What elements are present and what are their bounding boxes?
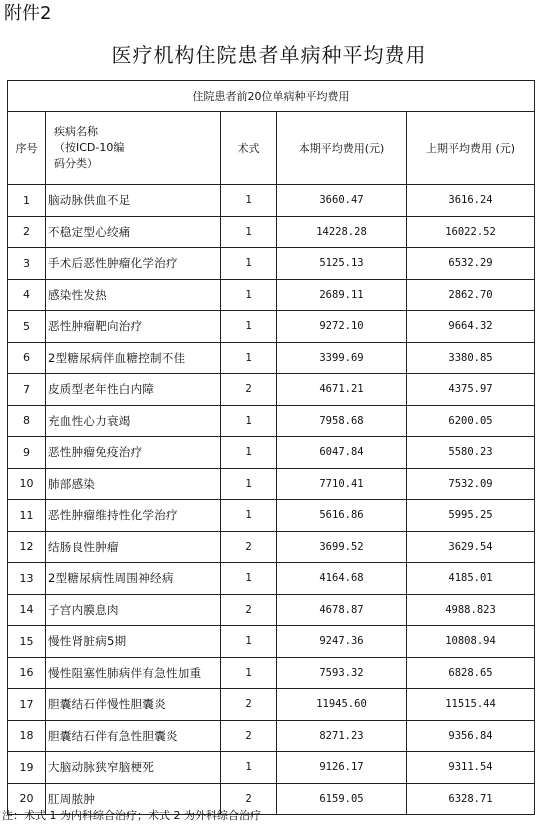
cell-name: 慢性阻塞性肺病伴有急性加重 xyxy=(46,657,221,689)
cell-current: 14228.28 xyxy=(277,216,407,248)
cell-previous: 2862.70 xyxy=(407,279,535,311)
cell-name: 恶性肿瘤免疫治疗 xyxy=(46,437,221,469)
cell-previous: 16022.52 xyxy=(407,216,535,248)
table-row xyxy=(8,657,535,689)
cell-previous: 7532.09 xyxy=(407,468,535,500)
table-caption: 住院患者前20位单病种平均费用 xyxy=(8,81,535,112)
table-row xyxy=(8,437,535,469)
cell-type: 1 xyxy=(221,342,277,374)
cell-type: 1 xyxy=(221,626,277,658)
cell-current: 9272.10 xyxy=(277,311,407,343)
cell-no: 16 xyxy=(8,657,46,689)
header-previous: 上期平均费用 (元) xyxy=(407,112,535,185)
document-title: 医疗机构住院患者单病种平均费用 xyxy=(111,43,427,67)
table-row xyxy=(8,531,535,563)
cell-name: 慢性肾脏病5期 xyxy=(46,626,221,658)
table-row xyxy=(8,216,535,248)
cell-current: 5616.86 xyxy=(277,500,407,532)
cell-name: 大脑动脉狭窄脑梗死 xyxy=(46,752,221,784)
cell-previous: 3380.85 xyxy=(407,342,535,374)
cell-current: 4164.68 xyxy=(277,563,407,595)
table-row xyxy=(8,279,535,311)
cell-name: 肛周脓肿 xyxy=(46,783,221,815)
header-current: 本期平均费用(元) xyxy=(277,112,407,185)
cell-current: 6047.84 xyxy=(277,437,407,469)
cell-no: 13 xyxy=(8,563,46,595)
cell-current: 3699.52 xyxy=(277,531,407,563)
cell-current: 7710.41 xyxy=(277,468,407,500)
cell-previous: 11515.44 xyxy=(407,689,535,721)
cell-name: 感染性发热 xyxy=(46,279,221,311)
cell-name: 肺部感染 xyxy=(46,468,221,500)
cell-type: 1 xyxy=(221,563,277,595)
cell-current: 5125.13 xyxy=(277,248,407,280)
cell-type: 1 xyxy=(221,468,277,500)
cell-previous: 4185.01 xyxy=(407,563,535,595)
cell-type: 1 xyxy=(221,752,277,784)
cell-previous: 4375.97 xyxy=(407,374,535,406)
cell-type: 1 xyxy=(221,657,277,689)
cell-previous: 3629.54 xyxy=(407,531,535,563)
cell-type: 1 xyxy=(221,216,277,248)
attachment-label: 附件2 xyxy=(4,3,52,24)
cell-no: 5 xyxy=(8,311,46,343)
table-row xyxy=(8,720,535,752)
cell-no: 18 xyxy=(8,720,46,752)
cell-no: 6 xyxy=(8,342,46,374)
cell-no: 8 xyxy=(8,405,46,437)
cell-name: 脑动脉供血不足 xyxy=(46,185,221,217)
cell-current: 4678.87 xyxy=(277,594,407,626)
cell-type: 2 xyxy=(221,720,277,752)
table-row xyxy=(8,689,535,721)
cell-name: 胆囊结石伴有急性胆囊炎 xyxy=(46,720,221,752)
cell-type: 1 xyxy=(221,405,277,437)
table-row xyxy=(8,594,535,626)
cell-name: 皮质型老年性白内障 xyxy=(46,374,221,406)
cell-no: 10 xyxy=(8,468,46,500)
cell-name: 子宫内膜息肉 xyxy=(46,594,221,626)
table-row xyxy=(8,563,535,595)
cell-no: 2 xyxy=(8,216,46,248)
cell-name: 2型糖尿病伴血糖控制不佳 xyxy=(46,342,221,374)
cell-no: 3 xyxy=(8,248,46,280)
cell-no: 4 xyxy=(8,279,46,311)
cell-no: 7 xyxy=(8,374,46,406)
table-row xyxy=(8,342,535,374)
table-row xyxy=(8,311,535,343)
table-row xyxy=(8,185,535,217)
table-row xyxy=(8,626,535,658)
cell-name: 手术后恶性肿瘤化学治疗 xyxy=(46,248,221,280)
cell-current: 2689.11 xyxy=(277,279,407,311)
cell-no: 19 xyxy=(8,752,46,784)
cell-type: 1 xyxy=(221,248,277,280)
cell-name: 恶性肿瘤维持性化学治疗 xyxy=(46,500,221,532)
cell-name: 胆囊结石伴慢性胆囊炎 xyxy=(46,689,221,721)
cell-current: 4671.21 xyxy=(277,374,407,406)
cell-current: 11945.60 xyxy=(277,689,407,721)
cell-type: 1 xyxy=(221,437,277,469)
cell-type: 1 xyxy=(221,311,277,343)
cell-type: 1 xyxy=(221,500,277,532)
header-name xyxy=(46,112,221,185)
cell-previous: 5995.25 xyxy=(407,500,535,532)
cell-previous: 10808.94 xyxy=(407,626,535,658)
cell-previous: 3616.24 xyxy=(407,185,535,217)
cell-previous: 9664.32 xyxy=(407,311,535,343)
cell-current: 7958.68 xyxy=(277,405,407,437)
cell-current: 9126.17 xyxy=(277,752,407,784)
cell-current: 3399.69 xyxy=(277,342,407,374)
header-name-text: 疾病名称 （按ICD-10编 码分类） xyxy=(54,125,125,170)
cell-type: 2 xyxy=(221,783,277,815)
cell-type: 1 xyxy=(221,185,277,217)
cell-name: 不稳定型心绞痛 xyxy=(46,216,221,248)
cell-current: 7593.32 xyxy=(277,657,407,689)
cell-no: 20 xyxy=(8,783,46,815)
cell-previous: 6532.29 xyxy=(407,248,535,280)
cell-no: 14 xyxy=(8,594,46,626)
cell-name: 结肠良性肿瘤 xyxy=(46,531,221,563)
cell-previous: 5580.23 xyxy=(407,437,535,469)
cell-type: 2 xyxy=(221,374,277,406)
table-row xyxy=(8,752,535,784)
cell-name: 2型糖尿病性周围神经病 xyxy=(46,563,221,595)
cell-previous: 9311.54 xyxy=(407,752,535,784)
footnote: 注：术式 1 为内科综合治疗；术式 2 为外科综合治疗 xyxy=(2,809,261,822)
header-type: 术式 xyxy=(221,112,277,185)
table-header-row xyxy=(8,112,535,185)
header-no: 序号 xyxy=(8,112,46,185)
table-row xyxy=(8,468,535,500)
cell-no: 17 xyxy=(8,689,46,721)
cell-name: 充血性心力衰竭 xyxy=(46,405,221,437)
cell-name: 恶性肿瘤靶向治疗 xyxy=(46,311,221,343)
cell-current: 6159.05 xyxy=(277,783,407,815)
cell-type: 2 xyxy=(221,531,277,563)
cost-table xyxy=(7,80,535,815)
cell-no: 15 xyxy=(8,626,46,658)
cell-previous: 6828.65 xyxy=(407,657,535,689)
cell-previous: 4988.823 xyxy=(407,594,535,626)
cell-no: 12 xyxy=(8,531,46,563)
cell-previous: 9356.84 xyxy=(407,720,535,752)
table-row xyxy=(8,248,535,280)
cell-previous: 6200.05 xyxy=(407,405,535,437)
cell-type: 2 xyxy=(221,689,277,721)
cell-type: 1 xyxy=(221,279,277,311)
cell-no: 9 xyxy=(8,437,46,469)
table-caption-row xyxy=(8,81,535,112)
table-row xyxy=(8,374,535,406)
cell-no: 1 xyxy=(8,185,46,217)
cell-no: 11 xyxy=(8,500,46,532)
cell-current: 3660.47 xyxy=(277,185,407,217)
cell-type: 2 xyxy=(221,594,277,626)
table-row xyxy=(8,500,535,532)
cell-current: 9247.36 xyxy=(277,626,407,658)
cell-current: 8271.23 xyxy=(277,720,407,752)
cell-previous: 6328.71 xyxy=(407,783,535,815)
table-row xyxy=(8,405,535,437)
